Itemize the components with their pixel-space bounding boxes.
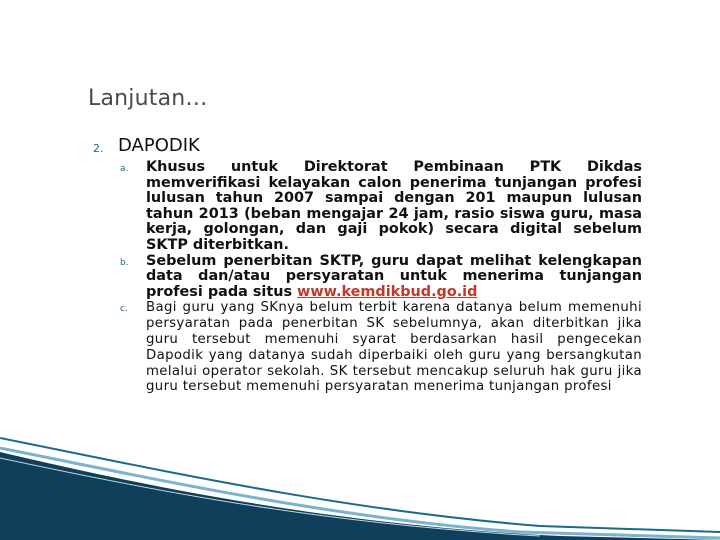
list-item-c bbox=[120, 300, 642, 395]
section-number: 2. bbox=[93, 142, 104, 155]
list-item-a bbox=[120, 160, 642, 254]
list-item-text bbox=[146, 254, 642, 301]
list-marker: a. bbox=[120, 164, 129, 174]
list-item-b bbox=[120, 254, 642, 301]
list-item-text: Bagi guru yang SKnya belum terbit karena datanya belum memenuhi persyaratan pada penerbitan SK sebelumnya, akan diterbitkan jika guru tersebut memenuhi syarat berdasarkan hasil pengecekan Dapodik yang datanya sudah diperbaiki oleh guru yang bersangkutan melalui operator sekolah. SK tersebut mencakup seluruh hak guru jika guru tersebut memenuhi persyaratan menerima tunjangan profesi bbox=[146, 300, 642, 395]
list-marker: b. bbox=[120, 257, 129, 268]
decorative-swoosh bbox=[0, 430, 720, 540]
swoosh-dark-band bbox=[0, 452, 720, 540]
list-item-text-body: Sebelum penerbitan SKTP, guru dapat melihat kelengkapan data dan/atau persyaratan untuk menerima tunjangan profesi pada situs bbox=[146, 252, 642, 300]
item-list bbox=[120, 160, 642, 395]
slide-title: Lanjutan… bbox=[88, 86, 208, 111]
section-heading: DAPODIK bbox=[118, 135, 200, 156]
website-link[interactable]: www.kemdikbud.go.id bbox=[297, 283, 478, 300]
list-marker: c. bbox=[120, 304, 128, 315]
list-item-text: Khusus untuk Direktorat Pembinaan PTK Dikdas memverifikasi kelayakan calon penerima tunjangan profesi lulusan tahun 2007 sampai dengan 201 maupun lulusan tahun 2013 (beban mengajar 24 jam, rasio siswa guru, masa kerja, golongan, dan gaji pokok) secara digital sebelum SKTP diterbitkan. bbox=[146, 159, 642, 253]
